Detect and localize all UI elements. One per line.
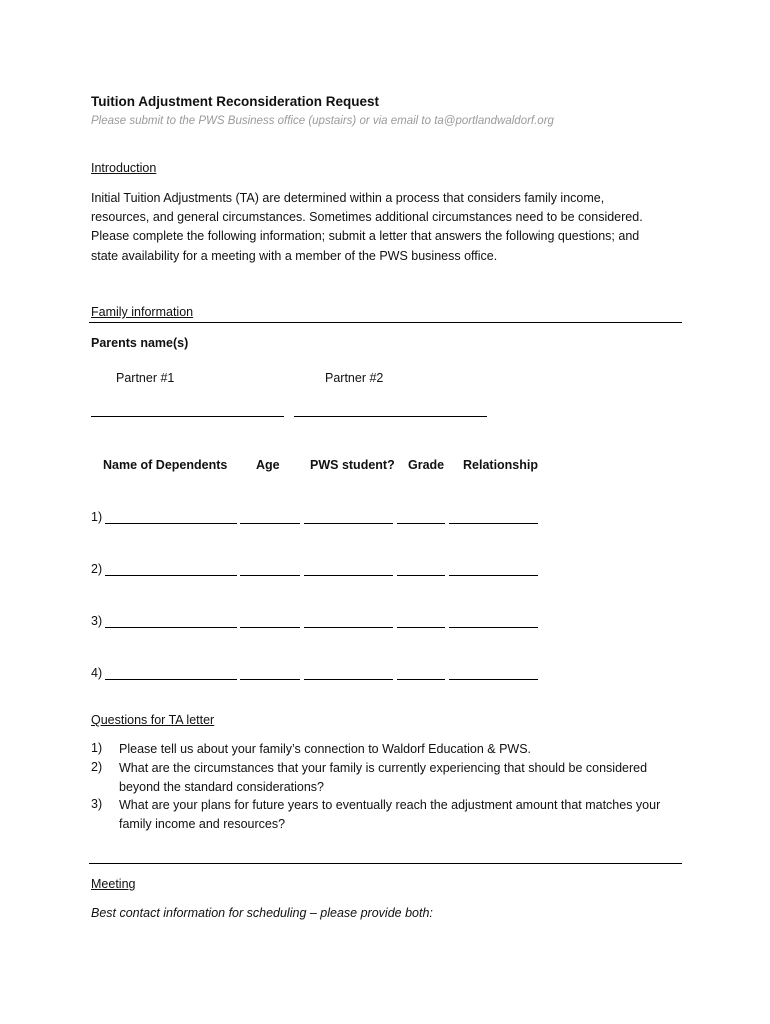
page-title: Tuition Adjustment Reconsideration Request bbox=[91, 94, 380, 109]
dependent-relationship-field[interactable] bbox=[449, 523, 538, 524]
dependent-pws-student-field[interactable] bbox=[304, 575, 393, 576]
dependent-name-field[interactable] bbox=[105, 627, 237, 628]
introduction-line: Initial Tuition Adjustments (TA) are determined within a process that considers family income, bbox=[91, 191, 605, 205]
question-line: Please tell us about your family’s connection to Waldorf Education & PWS. bbox=[119, 742, 532, 756]
dependent-name-field[interactable] bbox=[105, 679, 237, 680]
family-information-heading: Family information bbox=[91, 305, 194, 319]
dependent-grade-field[interactable] bbox=[397, 575, 445, 576]
parents-name-label: Parents name(s) bbox=[91, 336, 189, 350]
introduction-line: state availability for a meeting with a member of the PWS business office. bbox=[91, 248, 498, 263]
meeting-heading: Meeting bbox=[91, 877, 136, 891]
dependent-relationship-field[interactable] bbox=[449, 575, 538, 576]
question-number: 2) bbox=[91, 760, 103, 774]
dependent-age-field[interactable] bbox=[240, 523, 300, 524]
question-line: family income and resources? bbox=[119, 816, 286, 831]
section-divider bbox=[89, 863, 682, 864]
dependent-relationship-field[interactable] bbox=[449, 679, 538, 680]
col-header-age: Age bbox=[256, 458, 280, 472]
col-header-relationship: Relationship bbox=[463, 458, 539, 472]
dependent-age-field[interactable] bbox=[240, 679, 300, 680]
questions-heading: Questions for TA letter bbox=[91, 713, 215, 727]
dependent-name-field[interactable] bbox=[105, 523, 237, 524]
question-number: 3) bbox=[91, 797, 103, 811]
dependent-relationship-field[interactable] bbox=[449, 627, 538, 628]
dependent-row-number: 4) bbox=[91, 666, 103, 680]
question-line: What are your plans for future years to eventually reach the adjustment amount that matches your bbox=[119, 798, 661, 812]
dependent-row-number: 1) bbox=[91, 510, 103, 524]
question-text bbox=[119, 759, 699, 796]
col-header-grade: Grade bbox=[408, 458, 445, 472]
partner-2-field[interactable] bbox=[294, 416, 487, 417]
question-line: What are the circumstances that your family is currently experiencing that should be considered bbox=[119, 761, 648, 775]
col-header-pws-student: PWS student? bbox=[310, 458, 395, 472]
dependent-pws-student-field[interactable] bbox=[304, 679, 393, 680]
dependent-row-number: 3) bbox=[91, 614, 103, 628]
section-divider bbox=[89, 322, 682, 323]
question-text bbox=[119, 740, 699, 759]
dependent-pws-student-field[interactable] bbox=[304, 627, 393, 628]
contact-prompt: Best contact information for scheduling – please provide both: bbox=[91, 906, 433, 920]
partner-2-label: Partner #2 bbox=[325, 371, 384, 385]
dependent-grade-field[interactable] bbox=[397, 627, 445, 628]
introduction-line: Please complete the following information; submit a letter that answers the following questions; and bbox=[91, 229, 640, 244]
dependent-name-field[interactable] bbox=[105, 575, 237, 576]
dependent-grade-field[interactable] bbox=[397, 679, 445, 680]
dependent-age-field[interactable] bbox=[240, 575, 300, 576]
question-number: 1) bbox=[91, 741, 103, 755]
submission-instructions: Please submit to the PWS Business office (upstairs) or via email to ta@portlandwaldorf.org bbox=[91, 115, 554, 127]
dependent-pws-student-field[interactable] bbox=[304, 523, 393, 524]
introduction-line: resources, and general circumstances. Sometimes additional circumstances need to be considered. bbox=[91, 210, 643, 225]
partner-1-label: Partner #1 bbox=[116, 371, 175, 385]
partner-1-field[interactable] bbox=[91, 416, 284, 417]
dependent-grade-field[interactable] bbox=[397, 523, 445, 524]
introduction-heading: Introduction bbox=[91, 161, 157, 175]
dependent-age-field[interactable] bbox=[240, 627, 300, 628]
introduction-paragraph bbox=[91, 189, 691, 266]
col-header-name-of-dependents: Name of Dependents bbox=[103, 458, 228, 472]
question-text bbox=[119, 796, 699, 833]
dependent-row-number: 2) bbox=[91, 562, 103, 576]
question-line: beyond the standard considerations? bbox=[119, 779, 325, 794]
